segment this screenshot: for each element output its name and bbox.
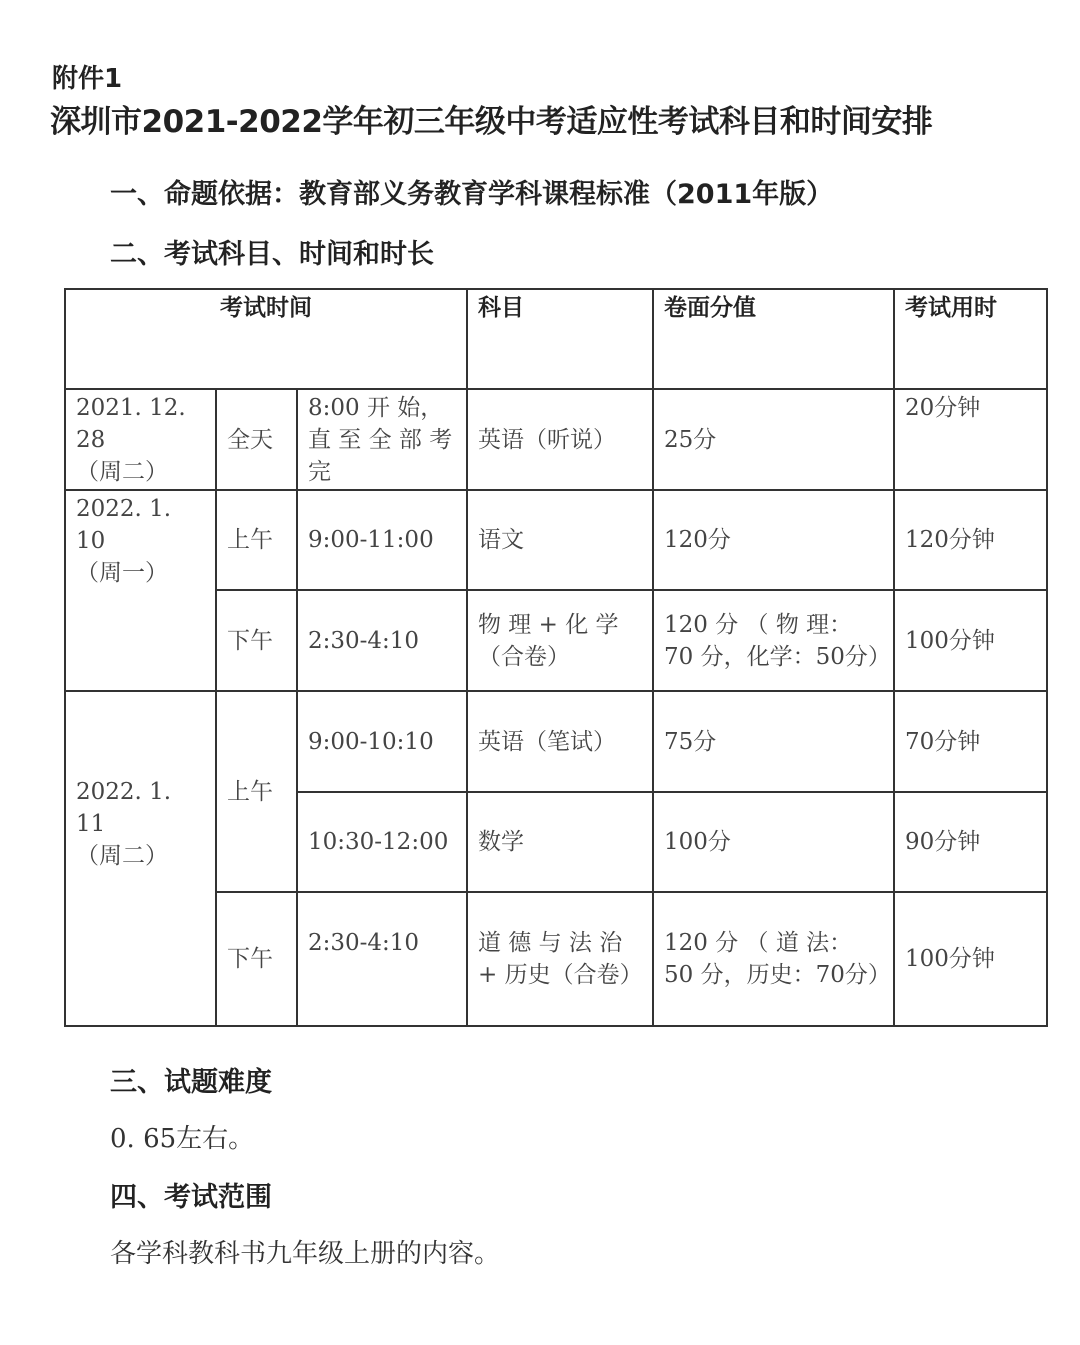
duration-cell: 120分钟 <box>894 490 1047 590</box>
subject-cell: 数学 <box>467 792 653 892</box>
period-cell: 上午 <box>216 691 297 892</box>
duration-cell: 90分钟 <box>894 792 1047 892</box>
score-cell: 75分 <box>653 691 894 792</box>
weekday: （周二） <box>76 459 168 485</box>
time-cell: 8:00 开 始，直 至 全 部 考完 <box>297 389 467 490</box>
table-header-row <box>65 289 1047 389</box>
weekday: （周二） <box>76 842 168 869</box>
header-subject: 科目 <box>467 289 653 389</box>
section-difficulty-heading: 三、试题难度 <box>110 1067 272 1098</box>
weekday: （周一） <box>76 560 168 586</box>
table-row <box>65 389 1047 490</box>
scope-text: 各学科教科书九年级上册的内容。 <box>110 1239 501 1269</box>
score-cell: 120分 <box>653 490 894 590</box>
duration-cell: 100分钟 <box>894 590 1047 691</box>
table-row <box>65 691 1047 792</box>
date: 2022. 1. 10 <box>76 496 172 554</box>
subject-cell: 英语（笔试） <box>467 691 653 792</box>
period-cell: 全天 <box>216 389 297 490</box>
date-cell <box>65 490 216 691</box>
time-cell: 10:30-12:00 <box>297 792 467 892</box>
page-title: 深圳市2021-2022学年初三年级中考适应性考试科目和时间安排 <box>50 104 933 140</box>
score-cell: 25分 <box>653 389 894 490</box>
score-cell: 120 分 （ 道 法： 50 分，历史：70分） <box>653 892 894 1026</box>
duration-cell: 100分钟 <box>894 892 1047 1026</box>
subject-cell: 英语（听说） <box>467 389 653 490</box>
exam-schedule-table <box>64 288 1048 1027</box>
duration-cell: 20分钟 <box>894 389 1047 490</box>
time-cell: 9:00-10:10 <box>297 691 467 792</box>
subject-cell: 道 德 与 法 治 + 历史（合卷） <box>467 892 653 1026</box>
time-cell: 2:30-4:10 <box>297 590 467 691</box>
date: 2022. 1. 11 <box>76 778 172 837</box>
time-cell: 9:00-11:00 <box>297 490 467 590</box>
subject-cell: 物 理 + 化 学（合卷） <box>467 590 653 691</box>
score-cell: 100分 <box>653 792 894 892</box>
period-cell: 下午 <box>216 590 297 691</box>
subject-cell: 语文 <box>467 490 653 590</box>
attachment-label: 附件1 <box>52 64 123 94</box>
header-exam-time: 考试时间 <box>65 289 467 389</box>
section-subjects-heading: 二、考试科目、时间和时长 <box>110 239 434 270</box>
period-cell: 下午 <box>216 892 297 1026</box>
date-cell <box>65 389 216 490</box>
score-cell: 120 分 （ 物 理： 70 分，化学：50分） <box>653 590 894 691</box>
duration-cell: 70分钟 <box>894 691 1047 792</box>
table-row <box>65 490 1047 590</box>
time-cell: 2:30-4:10 <box>297 892 467 1026</box>
date-cell <box>65 691 216 1026</box>
section-basis-heading: 一、命题依据：教育部义务教育学科课程标准（2011年版） <box>110 179 834 210</box>
date: 2021. 12. 28 <box>76 395 186 453</box>
header-duration: 考试用时 <box>894 289 1047 389</box>
header-score: 卷面分值 <box>653 289 894 389</box>
difficulty-text: 0. 65左右。 <box>110 1124 255 1154</box>
section-scope-heading: 四、考试范围 <box>110 1182 272 1213</box>
period-cell: 上午 <box>216 490 297 590</box>
